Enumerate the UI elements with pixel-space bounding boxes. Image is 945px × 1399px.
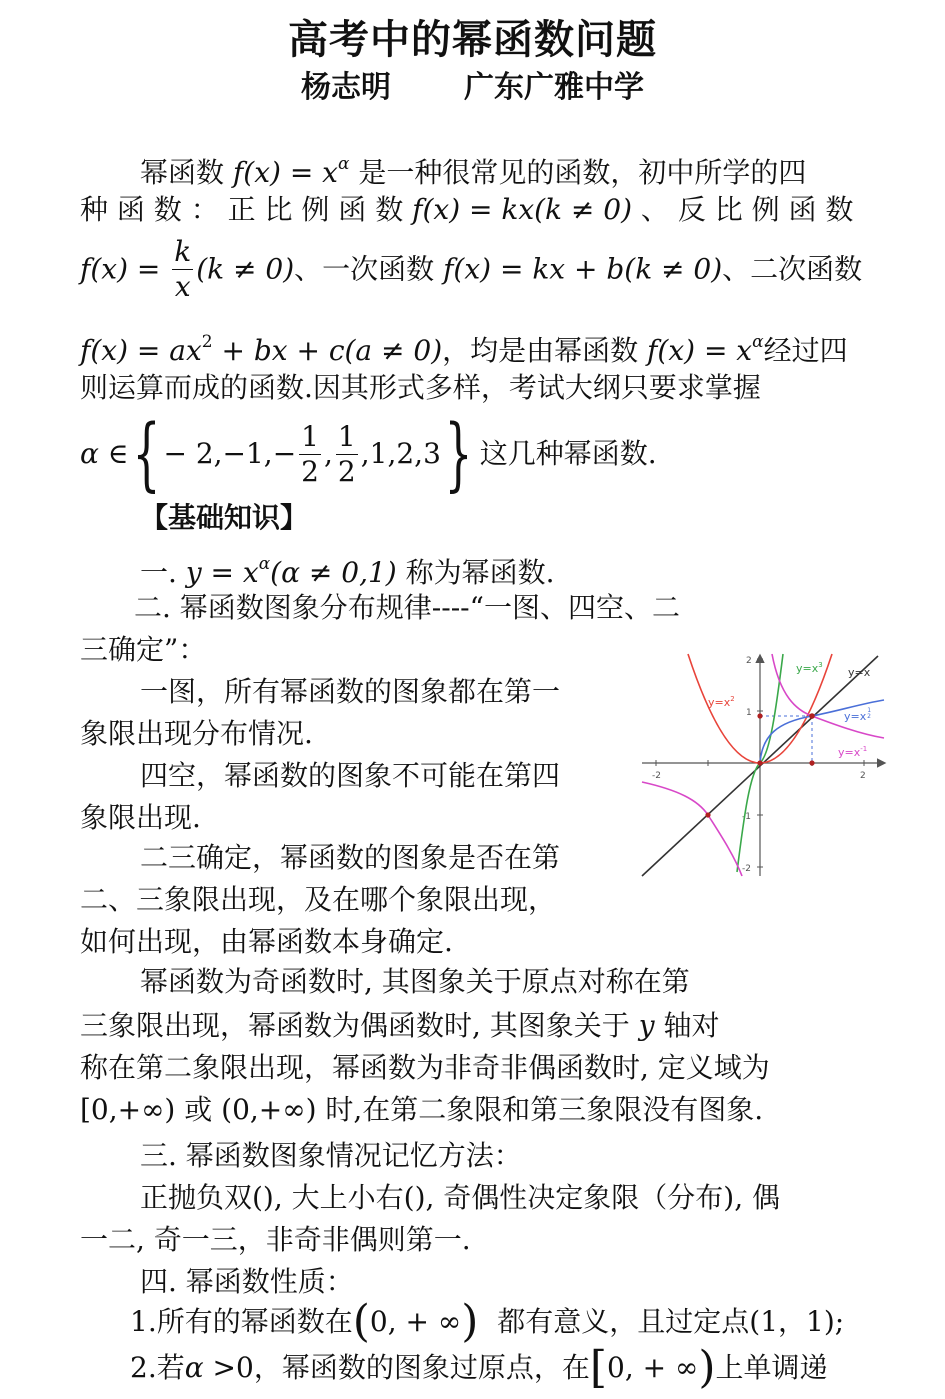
rule-1-line-1: 一图，所有幂函数的图象都在第一 (140, 675, 561, 708)
fraction-one-half: $\frac{1}{2}$ (301, 419, 319, 488)
section-heading: 【基础知识】 (140, 501, 309, 534)
formula-power: f(x) = x (232, 156, 338, 189)
rule-heading-line-2: 三确定”： (80, 633, 207, 666)
parity-line-3: 称在第二象限出现，幂函数为非奇非偶函数时, 定义域为 (80, 1051, 770, 1084)
right-brace: } (444, 407, 473, 500)
label-y-sqrt: $y=x^1$ 2 (844, 707, 872, 723)
page-title: 高考中的幂函数问题 (288, 16, 657, 63)
memory-heading: 三. 幂函数图象情况记忆方法： (140, 1139, 522, 1172)
rule-2-line-1: 四空，幂函数的图象不可能在第四 (140, 759, 561, 792)
rule-3-line-1: 二三确定，幂函数的图象是否在第 (140, 841, 561, 874)
parity-line-4: [0,+∞) 或 (0,+∞) 时,在第二象限和第三象限没有图象. (80, 1093, 764, 1126)
left-brace: { (132, 407, 160, 500)
intro-line-1: 幂函数 $f(x) = x^\alpha$ 是一种很常见的函数，初中所学的四 (140, 154, 807, 189)
byline (0, 62, 945, 106)
intro-line-5: 则运算而成的函数.因其形式多样，考试大纲只要求掌握 (80, 371, 761, 404)
rule-1-line-2: 象限出现分布情况. (80, 717, 313, 750)
formula-quadratic: f(x) = ax (80, 334, 202, 367)
label-y-x: y=x (848, 666, 871, 679)
definition-line: 一. $y = x^\alpha(\alpha \ne 0,1)$ 称为幂函数. (140, 554, 555, 589)
intro-line-2: 种 函 数 ： 正 比 例 函 数 f(x) = kx(k ≠ 0) 、 反 比 例 函 数 (80, 193, 854, 226)
label-y-x2: $y=x^2$ (708, 695, 735, 709)
rule-3-line-2: 二、三象限出现，及在哪个象限出现， (80, 883, 557, 916)
label-y-inv: $y=x^{-1}$ (838, 745, 868, 759)
intro-line-4: $f(x) = ax^2$ + bx + c(a ≠ 0)，均是由幂函数 $f(x) = x^\alpha$经过四 (80, 332, 848, 367)
tick-y-neg2: -2 (742, 864, 751, 874)
intro-line-6: α ∈ { − 2,−1,− $\frac{1}{2}$ , $\frac{1}{2}$ ,1,2,3 } 这几种幂函数. (80, 407, 657, 500)
fraction-k-over-x: $\frac{k}{x}$ (174, 235, 192, 303)
tick-x-2: 2 (860, 771, 866, 781)
rule-heading-line-1: 二. 幂函数图象分布规律----“一图、四空、二 (134, 591, 680, 624)
rule-2-line-2: 象限出现. (80, 801, 201, 834)
label-y-x3: $y=x^3$ (796, 661, 823, 675)
memory-line-2: 一二, 奇一三，非奇非偶则第一. (80, 1223, 471, 1256)
tick-y-1: 1 (746, 708, 752, 718)
parity-line-2: 三象限出现，幂函数为偶函数时, 其图象关于 y 轴对 (80, 1009, 720, 1042)
property-2: 2.若α >0，幂函数的图象过原点，在[0, + ∞)上单调递 (130, 1342, 828, 1393)
rule-3-line-3: 如何出现，由幂函数本身确定. (80, 925, 453, 958)
tick-x-neg2: -2 (652, 771, 661, 781)
formula-direct: f(x) = kx(k ≠ 0) (412, 193, 633, 226)
intro-line-3: f(x) = $\frac{k}{x}$ (k ≠ 0)、一次函数 f(x) = kx + b(k ≠ 0)、二次函数 (80, 235, 863, 303)
fraction-one-half-2: $\frac{1}{2}$ (337, 419, 356, 488)
formula-linear: f(x) = kx + b(k ≠ 0) (443, 252, 723, 286)
properties-heading: 四. 幂函数性质： (140, 1265, 354, 1298)
tick-y-neg1: -1 (742, 812, 751, 822)
memory-line-1: 正抛负双(), 大上小右(), 奇偶性决定象限（分布), 偶 (140, 1181, 781, 1214)
parity-line-1: 幂函数为奇函数时, 其图象关于原点对称在第 (140, 965, 690, 998)
author: 杨志明 (301, 70, 392, 105)
property-1: 1.所有的幂函数在(0, + ∞) 都有意义，且过定点(1，1); (130, 1296, 845, 1347)
school: 广东广雅中学 (463, 70, 644, 105)
tick-y-2: 2 (746, 656, 752, 666)
power-function-graph (638, 650, 888, 878)
